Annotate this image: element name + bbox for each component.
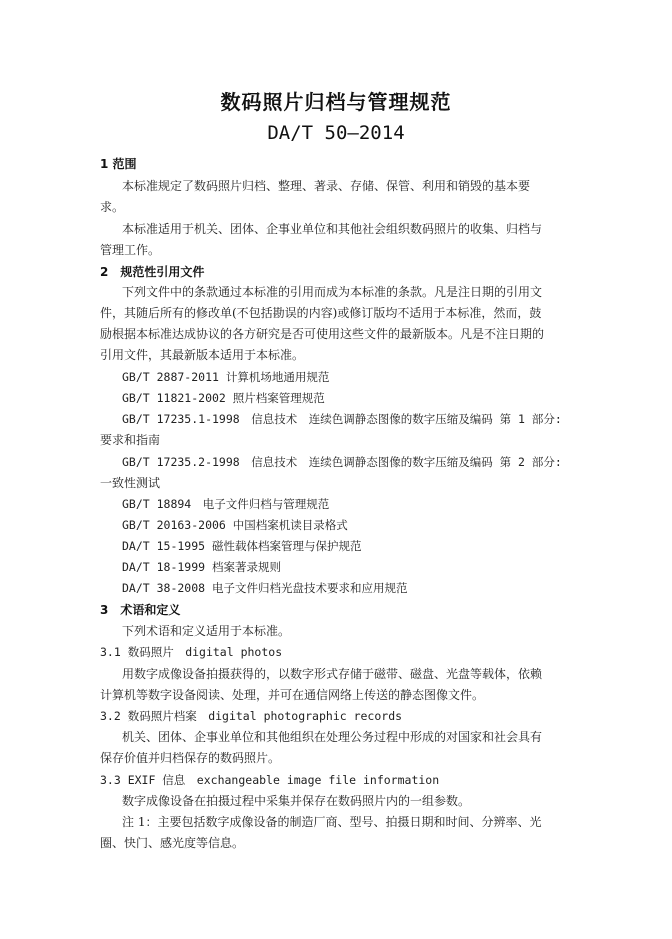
reference-item: DA/T 15-1995 磁性载体档案管理与保护规范	[122, 539, 362, 553]
paragraph-line: 本标准规定了数码照片归档、整理、著录、存储、保管、利用和销毁的基本要	[122, 179, 531, 193]
paragraph-line: 下列术语和定义适用于本标准。	[122, 624, 291, 638]
section-heading-1: 1 范围	[100, 157, 137, 171]
document-title: 数码照片归档与管理规范	[220, 90, 452, 114]
term-heading: 3.1 数码照片 digital photos	[100, 645, 283, 659]
reference-item: DA/T 18-1999 档案著录规则	[122, 560, 282, 574]
paragraph-line: 下列文件中的条款通过本标准的引用而成为本标准的条款。凡是注日期的引用文	[122, 285, 543, 299]
reference-item: GB/T 17235.1-1998 信息技术 连续色调静态图像的数字压缩及编码 第 1 部分:	[122, 412, 562, 426]
paragraph-line: 计算机等数字设备阅读、处理，并可在通信网络上传送的静态图像文件。	[100, 688, 485, 702]
reference-item: GB/T 17235.2-1998 信息技术 连续色调静态图像的数字压缩及编码 第 2 部分:	[122, 455, 562, 469]
reference-item: GB/T 11821-2002 照片档案管理规范	[122, 391, 325, 405]
paragraph-line: 数字成像设备在拍摄过程中采集并保存在数码照片内的一组参数。	[122, 794, 471, 808]
paragraph-line: 引用文件，其最新版本适用于本标准。	[100, 348, 305, 362]
reference-item: GB/T 18894 电子文件归档与管理规范	[122, 497, 330, 511]
term-heading: 3.2 数码照片档案 digital photographic records	[100, 709, 403, 723]
section-heading-2: 2 规范性引用文件	[100, 265, 205, 279]
reference-item: GB/T 20163-2006 中国档案机读目录格式	[122, 518, 348, 532]
paragraph-line: 件，其随后所有的修改单(不包括勘误的内容)或修订版均不适用于本标准，然而，鼓	[100, 306, 542, 320]
reference-item-cont: 一致性测试	[100, 476, 161, 490]
section-heading-3: 3 术语和定义	[100, 603, 181, 617]
note-line: 注 1：主要包括数字成像设备的制造厂商、型号、拍摄日期和时间、分辨率、光	[122, 815, 542, 829]
paragraph-line: 管理工作。	[100, 243, 161, 257]
paragraph-line: 本标准适用于机关、团体、企事业单位和其他社会组织数码照片的收集、归档与	[122, 222, 543, 236]
paragraph-line: 求。	[100, 200, 125, 214]
paragraph-line: 机关、团体、企事业单位和其他组织在处理公务过程中形成的对国家和社会具有	[122, 730, 543, 744]
standard-code: DA/T 50—2014	[267, 122, 405, 144]
paragraph-line: 用数字成像设备拍摄获得的，以数字形式存储于磁带、磁盘、光盘等载体，依赖	[122, 667, 543, 681]
reference-item-cont: 要求和指南	[100, 433, 161, 447]
reference-item: GB/T 2887-2011 计算机场地通用规范	[122, 370, 330, 384]
note-line: 圈、快门、感光度等信息。	[100, 836, 245, 850]
paragraph-line: 励根据本标准达成协议的各方研究是否可使用这些文件的最新版本。凡是不注日期的	[100, 327, 545, 341]
term-heading: 3.3 EXIF 信息 exchangeable image file information	[100, 773, 440, 787]
paragraph-line: 保存价值并归档保存的数码照片。	[100, 751, 281, 765]
reference-item: DA/T 38-2008 电子文件归档光盘技术要求和应用规范	[122, 581, 408, 595]
